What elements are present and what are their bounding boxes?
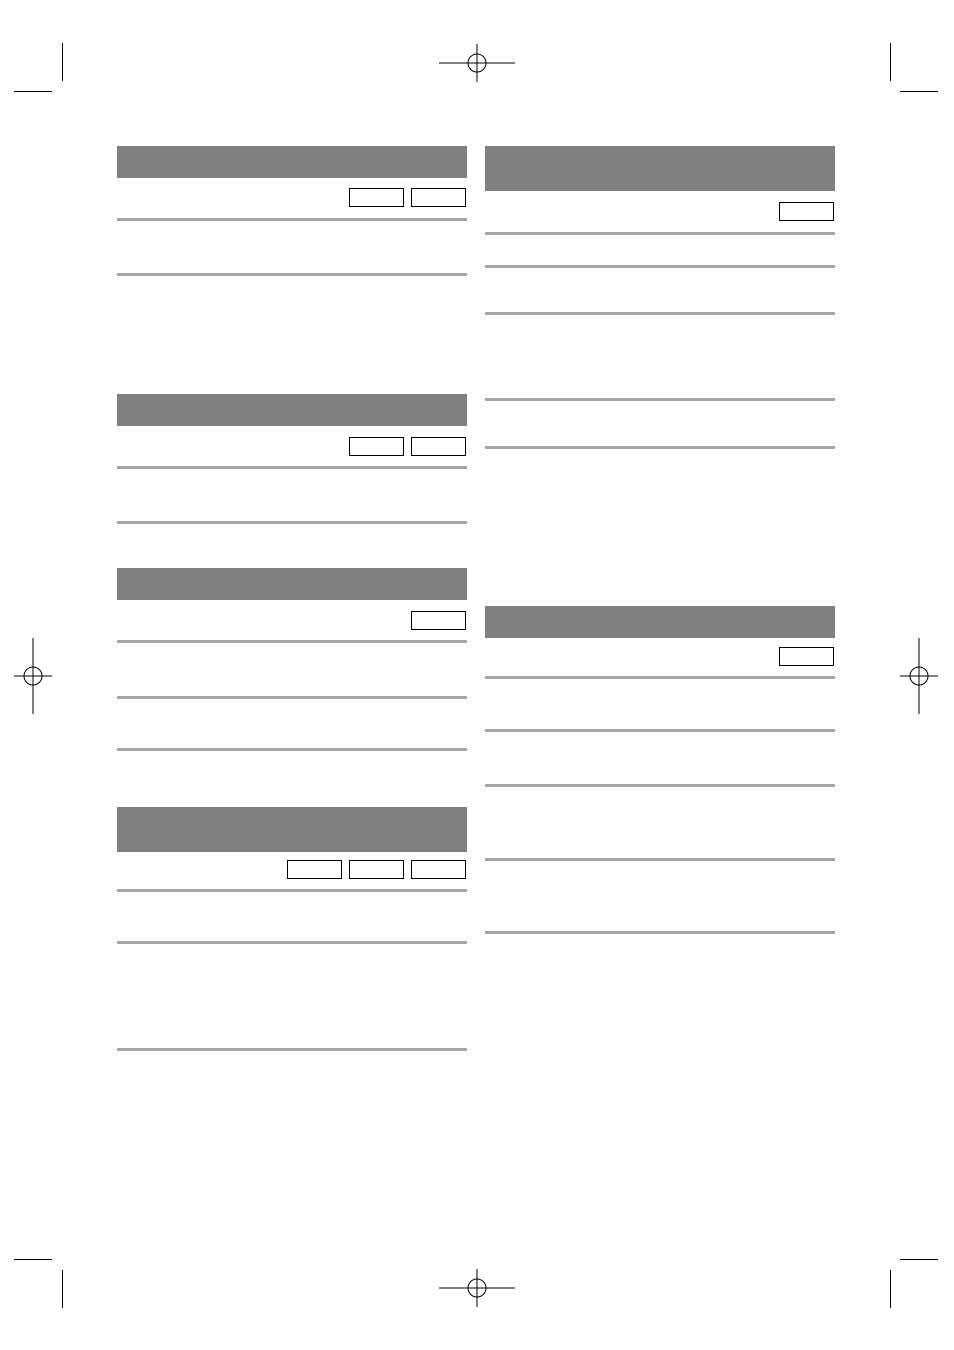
section-6-rule-4: [485, 858, 835, 861]
section-3-header: [117, 568, 467, 600]
section-5-rule-3: [485, 312, 835, 315]
section-3-rule-2: [117, 696, 467, 699]
crosshair-icon: [439, 1269, 515, 1307]
section-6-tag-1: [779, 647, 834, 666]
section-4-tag-2: [349, 860, 404, 879]
section-3-rule-3: [117, 748, 467, 751]
crop-mark-top-left-h: [14, 91, 52, 92]
section-6-rule-3: [485, 784, 835, 787]
section-2-header: [117, 394, 467, 426]
section-5-header: [485, 146, 835, 191]
section-5-rule-4: [485, 398, 835, 401]
section-6-header: [485, 606, 835, 638]
section-6-rule-1: [485, 676, 835, 679]
section-2-rule-1: [117, 466, 467, 469]
section-5-rule-2: [485, 265, 835, 268]
section-5-rule-5: [485, 446, 835, 449]
section-6-rule-2: [485, 729, 835, 732]
section-1-header: [117, 146, 467, 178]
section-3-tag-1: [411, 611, 466, 630]
crop-mark-top-right-h: [900, 91, 938, 92]
section-5-rule-1: [485, 232, 835, 235]
section-1-rule-1: [117, 218, 467, 221]
section-1-tag-1: [349, 188, 404, 207]
section-6-rule-5: [485, 931, 835, 934]
section-4-tag-3: [411, 860, 466, 879]
crosshair-icon: [439, 44, 515, 82]
section-4-rule-1: [117, 889, 467, 892]
section-2-rule-2: [117, 521, 467, 524]
crop-mark-bottom-right-v: [890, 1270, 891, 1308]
crop-mark-top-right-v: [890, 43, 891, 81]
section-2-tag-2: [411, 437, 466, 456]
crop-mark-bottom-left-v: [62, 1270, 63, 1308]
section-4-rule-3: [117, 1048, 467, 1051]
crop-mark-bottom-left-h: [14, 1259, 52, 1260]
section-4-tag-1: [287, 860, 342, 879]
section-4-rule-2: [117, 941, 467, 944]
section-2-tag-1: [349, 437, 404, 456]
crosshair-icon: [900, 638, 938, 714]
section-3-rule-1: [117, 640, 467, 643]
section-4-header: [117, 807, 467, 852]
section-5-tag-1: [779, 202, 834, 221]
section-1-rule-2: [117, 273, 467, 276]
section-1-tag-2: [411, 188, 466, 207]
crop-mark-top-left-v: [62, 43, 63, 81]
crosshair-icon: [14, 638, 52, 714]
crop-mark-bottom-right-h: [900, 1259, 938, 1260]
